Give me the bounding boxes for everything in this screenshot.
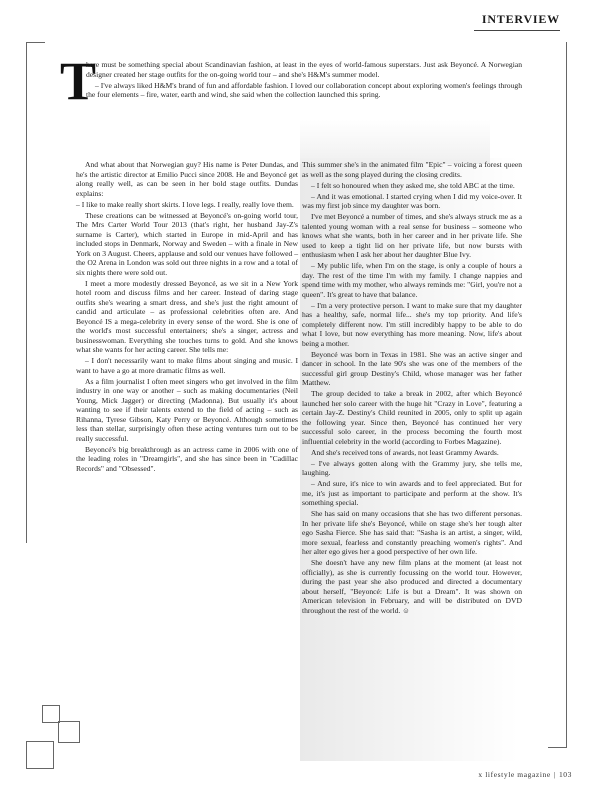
column-shadow-fade (300, 120, 490, 164)
decorative-square (26, 741, 54, 769)
page-number: 103 (558, 770, 572, 779)
paragraph: The group decided to take a break in 2002, after which Beyoncé launched her solo career with the huge hit "Crazy in Love", featuring a certain Jay-Z. Destiny's Child reunited in 2005, only to split up again the following year. Since then, Beyoncé has continued her very successful solo career, in the process becoming the fourth most influential celebrity in the world (according to Forbes Magazine). (302, 389, 522, 446)
paragraph: – My public life, when I'm on the stage, is only a couple of hours a day. The rest of the time I'm with my family. I change nappies and spend time with my mother, who always reminds me: "Girl, you're not a queen". It's great to have that balance. (302, 261, 522, 299)
paragraph: I've met Beyoncé a number of times, and she's always struck me as a talented young woman with a real sense for business – someone who knows what she wants, both in her career and in her private life. She used to keep a tight lid on her private life, but now bursts with enthusiasm when I ask her about her daughter Blue Ivy. (302, 212, 522, 259)
decorative-square (58, 721, 80, 743)
paragraph: here must be something special about Scandinavian fashion, at least in the eyes of world-famous superstars. Just ask Beyoncé. A Norwegian designer created her stage outfits for the on-going world tour – and she's H&M's summer model. (86, 60, 522, 79)
paragraph: Beyoncé's big breakthrough as an actress came in 2006 with one of the leading roles in "Dreamgirls", and she has since been in "Cadillac Records" and "Obsessed". (76, 444, 298, 473)
paragraph: – I've always liked H&M's brand of fun and affordable fashion. I loved our collaboration concept about exploring women's feelings through the four elements – fire, water, earth and wind, she said when the collection launched this spring. (86, 80, 522, 99)
page-footer (475, 770, 572, 779)
header-rule (474, 30, 560, 31)
paragraph: – I don't necessarily want to make films about singing and music. I want to have a go at more dramatic films as well. (76, 356, 298, 375)
paragraph: As a film journalist I often meet singers who get involved in the film industry in one way or another – such as making documentaries (Neil Young, Mick Jagger) or directing (Madonna). But usually it's about wanting to see if their talents extend to the field of acting – such as Rihanna, Tyrese Gibson, Katy Perry or Beyoncé. Although sometimes less than stellar, surprisingly often these acting ventures turn out to be really successful. (76, 376, 298, 443)
paragraph: She doesn't have any new film plans at the moment (at least not officially), as she is currently focussing on the world tour. However, during the past year she also produced and directed a documentary about herself, "Beyoncé: Life is but a Dream". It was shown on American television in February, and will be distributed on DVD throughout the rest of the world. ☺ (302, 558, 522, 615)
frame-left-bracket (26, 42, 45, 543)
paragraph: And she's received tons of awards, not least Grammy Awards. (311, 447, 499, 457)
magazine-name: x lifestyle magazine (478, 770, 551, 779)
paragraph: This summer she's in the animated film "Epic" – voicing a forest queen as well as the song played during the closing credits. (302, 160, 522, 179)
paragraph: I meet a more modestly dressed Beyoncé, as we sit in a New York hotel room and discuss films and her career. Instead of daring stage outfits she's wearing a smart dress, and she's just the right amount of candid and articulate – as professional celebrities often are. And Beyoncé IS a mega-celebrity in every sense of the word. She is one of the world's most successful entertainers; she's a singer, actress and businesswoman. Everything she touches turns to gold. And she knows what she wants for her acting career. She tells me: (76, 278, 298, 354)
section-label: INTERVIEW (481, 12, 560, 26)
paragraph: And what about that Norwegian guy? His name is Peter Dundas, and he's the artistic director at Emilio Pucci since 2008. He and Beyoncé get along really well, as can be seen in her bold stage outfits. Dundas explains: (76, 160, 298, 198)
intro-text (86, 60, 522, 101)
footer-separator: | (553, 770, 556, 779)
paragraph: – And sure, it's nice to win awards and to feel appreciated. But for me, it's just as important to participate and perform at the show. It's something special. (302, 479, 522, 507)
frame-right-bracket (548, 42, 567, 748)
paragraph: – I felt so honoured when they asked me, she told ABC at the time. (311, 180, 515, 190)
paragraph: Beyoncé was born in Texas in 1981. She was an active singer and dancer in school. In the late 90's she was one of the members of the successful girl group Destiny's Child, whose manager was her father Matthew. (302, 349, 522, 387)
paragraph: These creations can be witnessed at Beyoncé's on-going world tour, The Mrs Carter World Tour 2013 (that's right, her husband Jay-Z's surname is Carter), which started in Europe in mid-April and has included stops in Denmark, Norway and Sweden – with a finale in New York on 3 August. Cheers, applause and sold our venues have followed – the O2 Arena in London was sold out three nights in a row and a total of six nights there were sold out. (76, 210, 298, 277)
paragraph: – And it was emotional. I started crying when I did my voice-over. It was my first job since my daughter was born. (302, 191, 522, 210)
paragraph: – I like to make really short skirts. I love legs. I really, really love them. (76, 199, 294, 209)
right-column (302, 160, 522, 617)
paragraph: – I've always gotten along with the Grammy jury, she tells me, laughing. (302, 458, 522, 477)
drop-cap: T (60, 51, 97, 111)
paragraph: – I'm a very protective person. I want to make sure that my daughter has a healthy, safe, normal life... she's my top priority. And life's completely different now. I'm still incredibly happy to be able to do what I love, but now everything has more meaning. Now, life's about being a mother. (302, 300, 522, 348)
paragraph: She has said on many occasions that she has two different personas. In her private life she's Beyoncé, while on stage she's her tough alter ego Sasha Fierce. She has said that: "Sasha is an artist, a singer, wild, more sexual, fearless and constantly preaching women's rights". And her alter ego gives her a good perspective of her own life. (302, 509, 522, 556)
left-column (76, 160, 298, 475)
